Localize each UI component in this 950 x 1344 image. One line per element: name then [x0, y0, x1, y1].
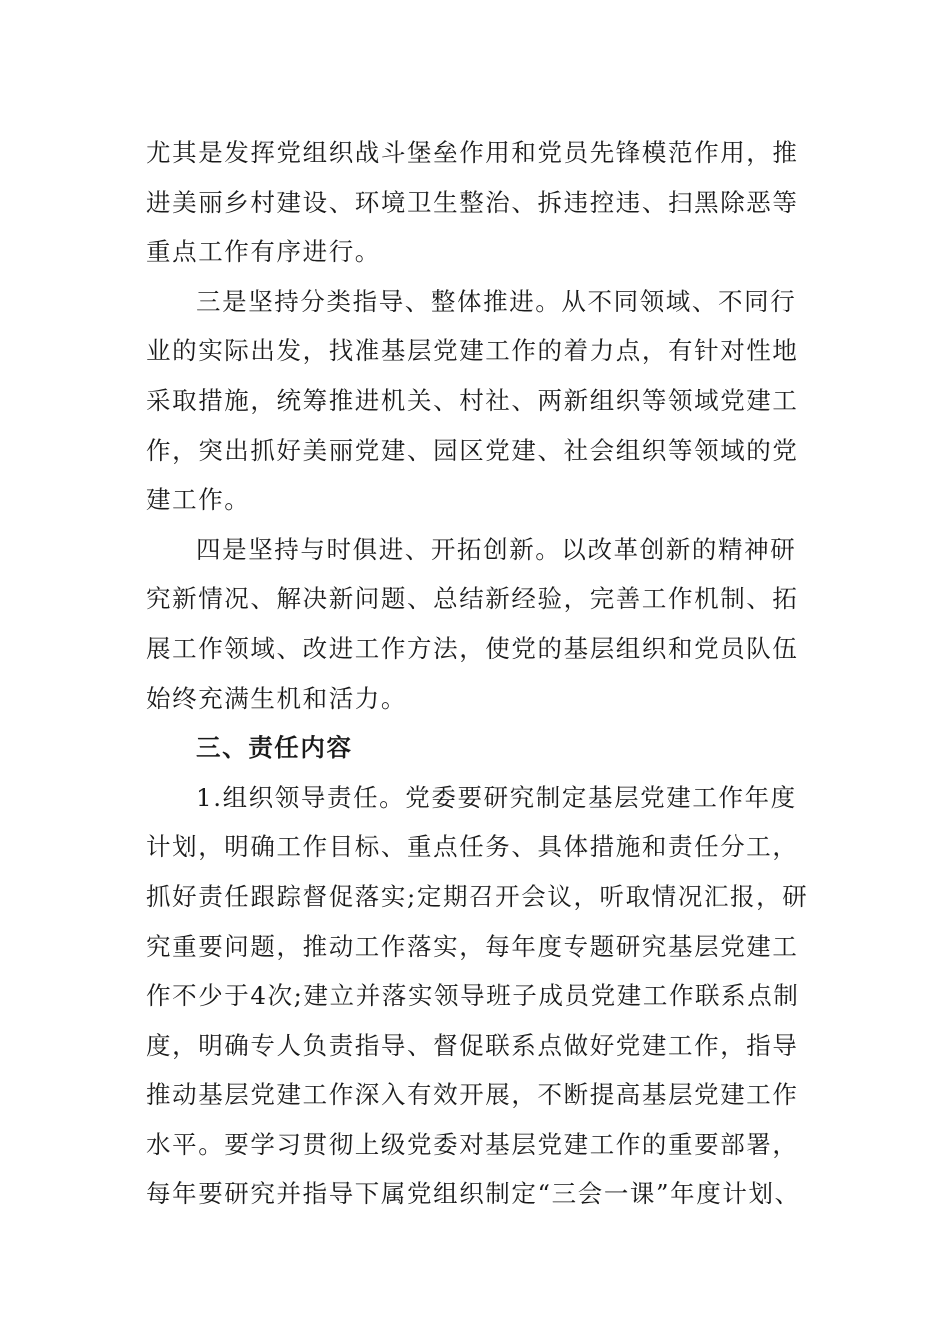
text-line: 业的实际出发，找准基层党建工作的着力点，有针对性地 [146, 336, 799, 366]
text-line: 采取措施，统筹推进机关、村社、两新组织等领域党建工 [146, 385, 799, 415]
text-line: 作不少于4次;建立并落实领导班子成员党建工作联系点制 [146, 981, 800, 1011]
text-line: 进美丽乡村建设、环境卫生整治、拆违控违、扫黑除恶等 [146, 187, 799, 217]
text-line: 计划，明确工作目标、重点任务、具体措施和责任分工， [146, 832, 799, 862]
text-line: 每年要研究并指导下属党组织制定“三会一课”年度计划、 [146, 1179, 801, 1209]
text-line: 究重要问题，推动工作落实，每年度专题研究基层党建工 [146, 931, 799, 961]
text-line: 水平。要学习贯彻上级党委对基层党建工作的重要部署， [146, 1129, 799, 1159]
text-line: 展工作领域、改进工作方法，使党的基层组织和党员队伍 [146, 633, 799, 663]
text-line: 度，明确专人负责指导、督促联系点做好党建工作，指导 [146, 1030, 799, 1060]
paragraph-start-line: 三是坚持分类指导、整体推进。从不同领域、不同行 [196, 286, 797, 316]
text-line: 重点工作有序进行。 [146, 237, 381, 267]
text-line: 始终充满生机和活力。 [146, 683, 407, 713]
text-line: 建工作。 [146, 485, 251, 515]
document-body [146, 128, 809, 1219]
paragraph-start-line: 1.组织领导责任。党委要研究制定基层党建工作年度 [196, 782, 797, 812]
section-heading: 三、责任内容 [196, 733, 353, 763]
text-line: 推动基层党建工作深入有效开展，不断提高基层党建工作 [146, 1080, 799, 1110]
text-line: 作，突出抓好美丽党建、园区党建、社会组织等领域的党 [146, 435, 799, 465]
text-line: 究新情况、解决新问题、总结新经验，完善工作机制、拓 [146, 584, 799, 614]
text-line: 抓好责任跟踪督促落实;定期召开会议，听取情况汇报，研 [146, 881, 809, 911]
paragraph-start-line: 四是坚持与时俱进、开拓创新。以改革创新的精神研 [196, 534, 797, 564]
text-line: 尤其是发挥党组织战斗堡垒作用和党员先锋模范作用，推 [146, 138, 799, 167]
